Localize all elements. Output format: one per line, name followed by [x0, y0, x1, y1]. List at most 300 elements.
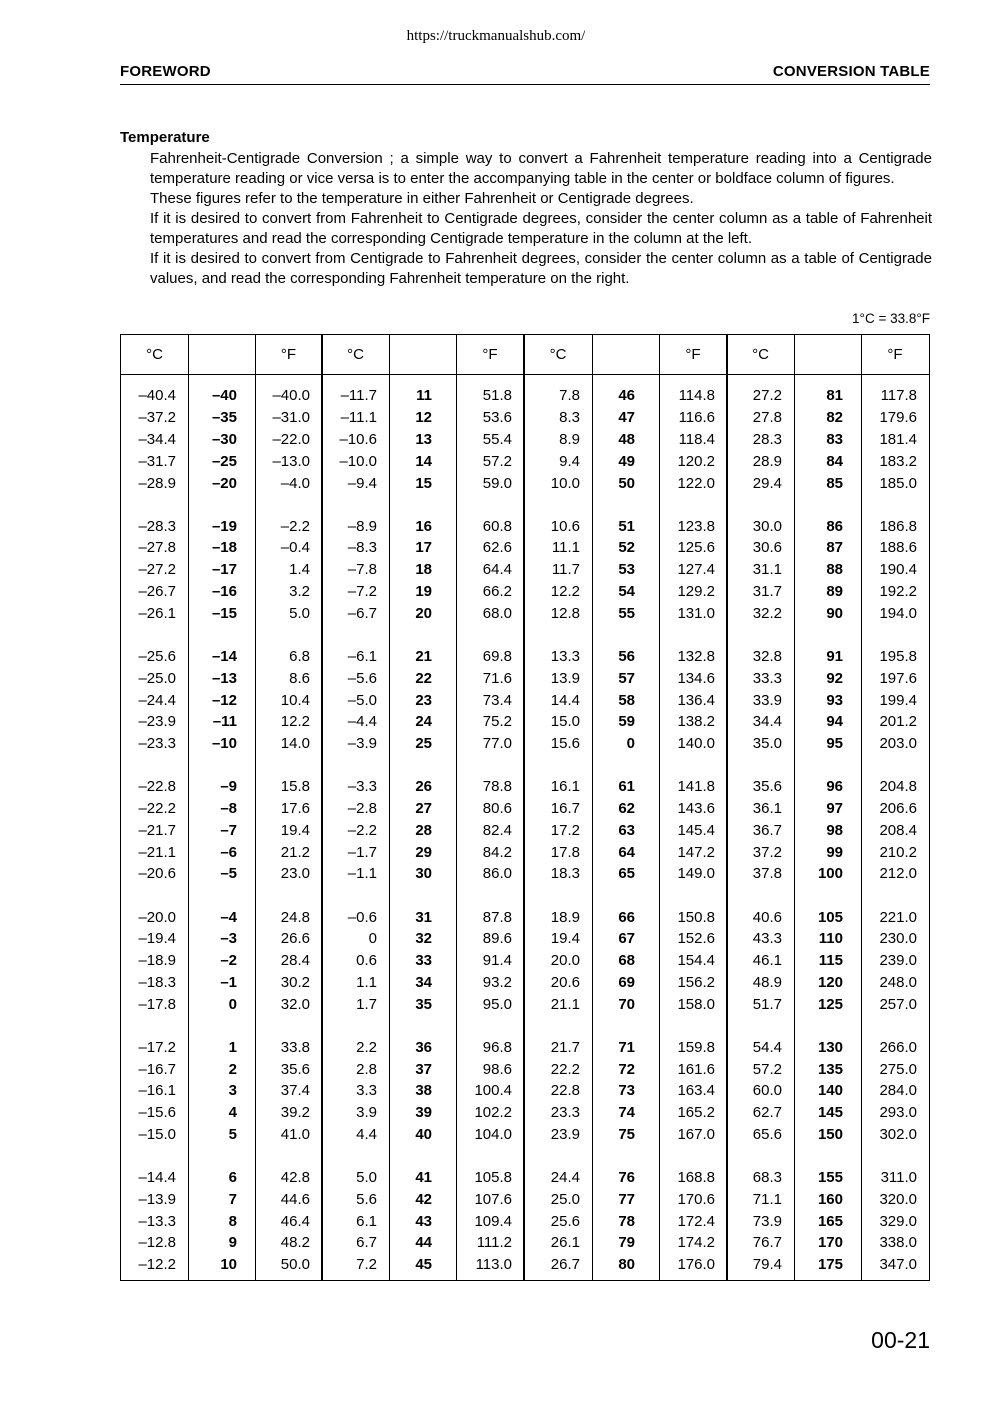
celsius-cell: 23.9 — [550, 1125, 580, 1143]
reference-value-cell: 33 — [415, 952, 432, 970]
fahrenheit-cell: 201.2 — [879, 713, 917, 731]
fahrenheit-cell: 329.0 — [879, 1212, 917, 1230]
reference-value-cell: 15 — [415, 474, 432, 492]
fahrenheit-cell: 14.0 — [280, 735, 310, 753]
reference-value-cell: 28 — [415, 821, 432, 839]
reference-value-cell: –4 — [220, 908, 237, 926]
celsius-cell: 20.0 — [550, 952, 580, 970]
row-group — [121, 1167, 929, 1276]
reference-value-cell: –9 — [220, 778, 237, 796]
fahrenheit-cell: 206.6 — [879, 800, 917, 818]
column-header: °F — [685, 346, 701, 363]
reference-value-cell: 54 — [618, 583, 635, 601]
celsius-cell: 73.9 — [752, 1212, 782, 1230]
celsius-cell: 21.7 — [550, 1038, 580, 1056]
celsius-cell: 3.3 — [356, 1082, 377, 1100]
reference-value-cell: 100 — [817, 865, 843, 883]
fahrenheit-cell: 37.4 — [280, 1082, 310, 1100]
celsius-cell: 13.3 — [550, 647, 580, 665]
fahrenheit-cell: 248.0 — [879, 973, 917, 991]
reference-value-cell: 105 — [817, 908, 843, 926]
fahrenheit-cell: 113.0 — [475, 1256, 512, 1274]
celsius-cell: 6.7 — [356, 1234, 377, 1252]
celsius-cell: 36.1 — [752, 800, 782, 818]
reference-value-cell: 58 — [618, 691, 635, 709]
reference-value-cell: 99 — [826, 843, 843, 861]
fahrenheit-cell: 114.8 — [678, 387, 715, 405]
reference-value-cell: 63 — [618, 821, 635, 839]
reference-value-cell: 90 — [826, 604, 843, 622]
celsius-cell: –16.1 — [138, 1082, 176, 1100]
celsius-cell: –8.3 — [347, 539, 377, 557]
reference-value-cell: 0 — [626, 735, 635, 753]
table-row — [121, 1058, 929, 1080]
fahrenheit-cell: 123.8 — [677, 517, 715, 535]
reference-value-cell: 66 — [618, 908, 635, 926]
fahrenheit-cell: 181.4 — [879, 430, 917, 448]
fahrenheit-cell: 188.6 — [879, 539, 917, 557]
celsius-cell: 16.1 — [550, 778, 580, 796]
celsius-cell: 30.6 — [752, 539, 782, 557]
celsius-cell: 18.3 — [550, 865, 580, 883]
reference-value-cell: –3 — [220, 930, 237, 948]
fahrenheit-cell: 100.4 — [474, 1082, 512, 1100]
celsius-cell: –18.3 — [138, 973, 176, 991]
fahrenheit-cell: 66.2 — [482, 583, 512, 601]
celsius-cell: 43.3 — [752, 930, 782, 948]
celsius-cell: –7.2 — [347, 583, 377, 601]
table-row — [121, 559, 929, 581]
fahrenheit-cell: 125.6 — [677, 539, 715, 557]
fahrenheit-cell: 57.2 — [482, 452, 512, 470]
celsius-cell: –17.8 — [138, 995, 176, 1013]
reference-value-cell: 45 — [415, 1256, 432, 1274]
reference-value-cell: 56 — [618, 647, 635, 665]
reference-value-cell: 29 — [415, 843, 432, 861]
fahrenheit-cell: 239.0 — [879, 952, 917, 970]
celsius-cell: 32.2 — [752, 604, 782, 622]
column-divider — [659, 335, 660, 1280]
reference-value-cell: 115 — [818, 952, 843, 970]
header-section-name: FOREWORD — [120, 63, 211, 80]
reference-value-cell: 24 — [415, 713, 432, 731]
fahrenheit-cell: 86.0 — [482, 865, 512, 883]
table-row — [121, 819, 929, 841]
fahrenheit-cell: 197.6 — [879, 669, 917, 687]
reference-value-cell: –40 — [211, 387, 237, 405]
fahrenheit-cell: 132.8 — [677, 647, 715, 665]
celsius-cell: 22.2 — [550, 1060, 580, 1078]
fahrenheit-cell: 338.0 — [879, 1234, 917, 1252]
conversion-note: 1°C = 33.8°F — [852, 311, 930, 326]
row-group — [121, 515, 929, 624]
celsius-cell: 7.2 — [356, 1256, 377, 1274]
fahrenheit-cell: 165.2 — [677, 1104, 715, 1122]
fahrenheit-cell: 190.4 — [879, 561, 917, 579]
celsius-cell: 28.3 — [752, 430, 782, 448]
table-row — [121, 733, 929, 755]
celsius-cell: –23.3 — [138, 735, 176, 753]
table-row — [121, 1232, 929, 1254]
reference-value-cell: 120 — [817, 973, 843, 991]
fahrenheit-cell: 192.2 — [879, 583, 917, 601]
reference-value-cell: –6 — [220, 843, 237, 861]
celsius-cell: 24.4 — [550, 1169, 580, 1187]
celsius-cell: 68.3 — [752, 1169, 782, 1187]
reference-value-cell: 2 — [228, 1060, 237, 1078]
celsius-cell: 26.1 — [550, 1234, 580, 1252]
reference-value-cell: 5 — [228, 1125, 237, 1143]
fahrenheit-cell: –13.0 — [272, 452, 310, 470]
fahrenheit-cell: 116.6 — [678, 409, 715, 427]
fahrenheit-cell: 122.0 — [677, 474, 715, 492]
fahrenheit-cell: 109.4 — [474, 1212, 512, 1230]
fahrenheit-cell: 50.0 — [280, 1256, 310, 1274]
celsius-cell: 1.1 — [356, 973, 377, 991]
table-row — [121, 928, 929, 950]
reference-value-cell: 41 — [415, 1169, 432, 1187]
reference-value-cell: 64 — [618, 843, 635, 861]
table-row — [121, 841, 929, 863]
reference-value-cell: 23 — [415, 691, 432, 709]
fahrenheit-cell: 60.8 — [482, 517, 512, 535]
reference-value-cell: 0 — [228, 995, 237, 1013]
intro-paragraph: Fahrenheit-Centigrade Conversion ; a simple way to convert a Fahrenheit temperature reading into a Centigrade temperature reading or vice versa is to enter the accompanying table in the center or boldface column of figures. — [150, 150, 932, 187]
reference-value-cell: 125 — [817, 995, 843, 1013]
celsius-cell: –12.8 — [138, 1234, 176, 1252]
reference-value-cell: 19 — [415, 583, 432, 601]
reference-value-cell: 96 — [826, 778, 843, 796]
fahrenheit-cell: 41.0 — [280, 1125, 310, 1143]
celsius-cell: –28.3 — [138, 517, 176, 535]
celsius-cell: 51.7 — [752, 995, 782, 1013]
column-header: °C — [347, 346, 364, 363]
celsius-cell: –0.6 — [347, 908, 377, 926]
reference-value-cell: –11 — [212, 713, 237, 731]
celsius-cell: –2.2 — [347, 821, 377, 839]
fahrenheit-cell: 107.6 — [474, 1190, 512, 1208]
column-divider — [794, 335, 795, 1280]
celsius-cell: 33.3 — [752, 669, 782, 687]
celsius-cell: –13.9 — [138, 1190, 176, 1208]
fahrenheit-cell: 138.2 — [677, 713, 715, 731]
fahrenheit-cell: 167.0 — [677, 1125, 715, 1143]
fahrenheit-cell: 69.8 — [482, 647, 512, 665]
reference-value-cell: 75 — [618, 1125, 635, 1143]
table-row — [121, 667, 929, 689]
celsius-cell: 15.6 — [550, 735, 580, 753]
celsius-cell: 20.6 — [550, 973, 580, 991]
celsius-cell: –19.4 — [138, 930, 176, 948]
reference-value-cell: 92 — [826, 669, 843, 687]
reference-value-cell: 10 — [220, 1256, 237, 1274]
reference-value-cell: –16 — [211, 583, 237, 601]
celsius-cell: 37.8 — [752, 865, 782, 883]
fahrenheit-cell: 3.2 — [289, 583, 310, 601]
intro-paragraph: If it is desired to convert from Fahrenheit to Centigrade degrees, consider the center column as a table of Fahrenheit temperatures and read the corresponding Centigrade temperature in the column at the left. — [150, 210, 932, 247]
fahrenheit-cell: 62.6 — [482, 539, 512, 557]
fahrenheit-cell: 53.6 — [482, 409, 512, 427]
reference-value-cell: 94 — [826, 713, 843, 731]
fahrenheit-cell: 33.8 — [280, 1038, 310, 1056]
table-row — [121, 450, 929, 472]
celsius-cell: –1.7 — [347, 843, 377, 861]
reference-value-cell: 110 — [818, 930, 843, 948]
fahrenheit-cell: 93.2 — [482, 973, 512, 991]
reference-value-cell: 18 — [415, 561, 432, 579]
celsius-cell: –16.7 — [138, 1060, 176, 1078]
celsius-cell: –34.4 — [138, 430, 176, 448]
fahrenheit-cell: 75.2 — [482, 713, 512, 731]
fahrenheit-cell: 131.0 — [677, 604, 715, 622]
fahrenheit-cell: 64.4 — [482, 561, 512, 579]
celsius-cell: –9.4 — [347, 474, 377, 492]
table-row — [121, 863, 929, 885]
fahrenheit-cell: 284.0 — [879, 1082, 917, 1100]
fahrenheit-cell: 199.4 — [879, 691, 917, 709]
celsius-cell: –24.4 — [138, 691, 176, 709]
reference-value-cell: 3 — [228, 1082, 237, 1100]
reference-value-cell: 7 — [228, 1190, 237, 1208]
fahrenheit-cell: 95.0 — [482, 995, 512, 1013]
fahrenheit-cell: 35.6 — [280, 1060, 310, 1078]
fahrenheit-cell: 5.0 — [289, 604, 310, 622]
reference-value-cell: 86 — [826, 517, 843, 535]
celsius-cell: 19.4 — [550, 930, 580, 948]
celsius-cell: 37.2 — [752, 843, 782, 861]
fahrenheit-cell: 46.4 — [280, 1212, 310, 1230]
fahrenheit-cell: 275.0 — [879, 1060, 917, 1078]
reference-value-cell: 49 — [618, 452, 635, 470]
fahrenheit-cell: 1.4 — [289, 561, 310, 579]
celsius-cell: 8.9 — [559, 430, 580, 448]
reference-value-cell: 27 — [415, 800, 432, 818]
reference-value-cell: –20 — [211, 474, 237, 492]
reference-value-cell: 135 — [817, 1060, 843, 1078]
celsius-cell: 79.4 — [752, 1256, 782, 1274]
reference-value-cell: 32 — [415, 930, 432, 948]
reference-value-cell: 97 — [826, 800, 843, 818]
reference-value-cell: –19 — [211, 517, 237, 535]
reference-value-cell: 17 — [415, 539, 432, 557]
reference-value-cell: –10 — [211, 735, 237, 753]
reference-value-cell: 57 — [618, 669, 635, 687]
celsius-cell: 60.0 — [752, 1082, 782, 1100]
table-row — [121, 972, 929, 994]
reference-value-cell: 8 — [228, 1212, 237, 1230]
reference-value-cell: 9 — [228, 1234, 237, 1252]
fahrenheit-cell: 19.4 — [280, 821, 310, 839]
fahrenheit-cell: 210.2 — [879, 843, 917, 861]
fahrenheit-cell: 168.8 — [677, 1169, 715, 1187]
reference-value-cell: 85 — [826, 474, 843, 492]
fahrenheit-cell: 163.4 — [677, 1082, 715, 1100]
celsius-cell: 0 — [368, 930, 377, 948]
table-row — [121, 472, 929, 494]
fahrenheit-cell: 42.8 — [280, 1169, 310, 1187]
table-row — [121, 798, 929, 820]
celsius-cell: –31.7 — [138, 452, 176, 470]
fahrenheit-cell: 156.2 — [677, 973, 715, 991]
reference-value-cell: 38 — [415, 1082, 432, 1100]
reference-value-cell: 31 — [415, 908, 432, 926]
reference-value-cell: 21 — [415, 647, 432, 665]
reference-value-cell: 20 — [415, 604, 432, 622]
fahrenheit-cell: 68.0 — [482, 604, 512, 622]
fahrenheit-cell: 186.8 — [879, 517, 917, 535]
row-group — [121, 385, 929, 494]
column-divider — [188, 335, 189, 1280]
celsius-cell: 2.8 — [356, 1060, 377, 1078]
reference-value-cell: 35 — [415, 995, 432, 1013]
celsius-cell: –18.9 — [138, 952, 176, 970]
fahrenheit-cell: 176.0 — [677, 1256, 715, 1274]
fahrenheit-cell: 140.0 — [677, 735, 715, 753]
reference-value-cell: –5 — [220, 865, 237, 883]
celsius-cell: 76.7 — [752, 1234, 782, 1252]
celsius-cell: 11.1 — [551, 539, 580, 557]
fahrenheit-cell: 185.0 — [879, 474, 917, 492]
celsius-cell: –10.6 — [339, 430, 377, 448]
reference-value-cell: 130 — [817, 1038, 843, 1056]
celsius-cell: –3.9 — [347, 735, 377, 753]
celsius-cell: –23.9 — [138, 713, 176, 731]
column-header: °C — [146, 346, 163, 363]
reference-value-cell: 13 — [415, 430, 432, 448]
table-row — [121, 1102, 929, 1124]
fahrenheit-cell: 179.6 — [879, 409, 917, 427]
celsius-cell: –26.1 — [138, 604, 176, 622]
fahrenheit-cell: 73.4 — [482, 691, 512, 709]
fahrenheit-cell: 159.8 — [677, 1038, 715, 1056]
column-header: °C — [752, 346, 769, 363]
reference-value-cell: 95 — [826, 735, 843, 753]
celsius-cell: 9.4 — [559, 452, 580, 470]
celsius-cell: 14.4 — [550, 691, 580, 709]
celsius-cell: 34.4 — [752, 713, 782, 731]
table-row — [121, 1167, 929, 1189]
celsius-cell: 32.8 — [752, 647, 782, 665]
fahrenheit-cell: 127.4 — [677, 561, 715, 579]
header-page-topic: CONVERSION TABLE — [772, 63, 930, 80]
column-header: °F — [887, 346, 903, 363]
reference-value-cell: –14 — [211, 647, 237, 665]
fahrenheit-cell: 84.2 — [482, 843, 512, 861]
reference-value-cell: 55 — [618, 604, 635, 622]
celsius-cell: 5.6 — [356, 1190, 377, 1208]
celsius-cell: –11.7 — [340, 387, 377, 405]
celsius-cell: –20.6 — [138, 865, 176, 883]
fahrenheit-cell: 204.8 — [879, 778, 917, 796]
fahrenheit-cell: 208.4 — [879, 821, 917, 839]
reference-value-cell: 40 — [415, 1125, 432, 1143]
reference-value-cell: 51 — [618, 517, 635, 535]
celsius-cell: –1.1 — [347, 865, 377, 883]
reference-value-cell: 25 — [415, 735, 432, 753]
table-row — [121, 906, 929, 928]
fahrenheit-cell: 15.8 — [280, 778, 310, 796]
celsius-cell: 54.4 — [752, 1038, 782, 1056]
fahrenheit-cell: –22.0 — [272, 430, 310, 448]
celsius-cell: 35.6 — [752, 778, 782, 796]
fahrenheit-cell: 145.4 — [677, 821, 715, 839]
table-row — [121, 776, 929, 798]
fahrenheit-cell: 230.0 — [879, 930, 917, 948]
celsius-cell: 4.4 — [356, 1125, 377, 1143]
celsius-cell: 21.1 — [550, 995, 580, 1013]
reference-value-cell: 61 — [618, 778, 635, 796]
reference-value-cell: 87 — [826, 539, 843, 557]
fahrenheit-cell: 320.0 — [879, 1190, 917, 1208]
celsius-cell: 8.3 — [559, 409, 580, 427]
fahrenheit-cell: 78.8 — [482, 778, 512, 796]
table-row — [121, 385, 929, 407]
fahrenheit-cell: 32.0 — [280, 995, 310, 1013]
table-row — [121, 950, 929, 972]
fahrenheit-cell: 161.6 — [677, 1060, 715, 1078]
fahrenheit-cell: –2.2 — [280, 517, 310, 535]
fahrenheit-cell: –4.0 — [280, 474, 310, 492]
celsius-cell: –6.1 — [347, 647, 377, 665]
celsius-cell: 29.4 — [752, 474, 782, 492]
fahrenheit-cell: 147.2 — [677, 843, 715, 861]
table-row — [121, 1036, 929, 1058]
reference-value-cell: 91 — [826, 647, 843, 665]
row-group — [121, 646, 929, 755]
celsius-cell: –21.1 — [138, 843, 176, 861]
reference-value-cell: –8 — [220, 800, 237, 818]
table-row — [121, 581, 929, 603]
reference-value-cell: 79 — [618, 1234, 635, 1252]
fahrenheit-cell: 141.8 — [677, 778, 715, 796]
celsius-cell: 17.2 — [550, 821, 580, 839]
celsius-cell: 12.8 — [550, 604, 580, 622]
table-row — [121, 711, 929, 733]
fahrenheit-cell: 104.0 — [474, 1125, 512, 1143]
fahrenheit-cell: 102.2 — [474, 1104, 512, 1122]
reference-value-cell: 4 — [228, 1104, 237, 1122]
celsius-cell: 62.7 — [752, 1104, 782, 1122]
table-body — [121, 385, 929, 1297]
header-row-divider — [121, 374, 929, 375]
reference-value-cell: 22 — [415, 669, 432, 687]
table-row — [121, 429, 929, 451]
celsius-cell: 10.6 — [550, 517, 580, 535]
celsius-cell: 27.8 — [752, 409, 782, 427]
fahrenheit-cell: 8.6 — [289, 669, 310, 687]
fahrenheit-cell: 203.0 — [879, 735, 917, 753]
celsius-cell: –17.2 — [138, 1038, 176, 1056]
column-divider — [255, 335, 256, 1280]
fahrenheit-cell: 347.0 — [879, 1256, 917, 1274]
fahrenheit-cell: 30.2 — [280, 973, 310, 991]
celsius-cell: –8.9 — [347, 517, 377, 535]
table-row — [121, 537, 929, 559]
celsius-cell: –25.6 — [138, 647, 176, 665]
reference-value-cell: 39 — [415, 1104, 432, 1122]
fahrenheit-cell: 26.6 — [280, 930, 310, 948]
fahrenheit-cell: 17.6 — [280, 800, 310, 818]
reference-value-cell: 36 — [415, 1038, 432, 1056]
reference-value-cell: 76 — [618, 1169, 635, 1187]
reference-value-cell: 50 — [618, 474, 635, 492]
page-number: 00-21 — [871, 1327, 930, 1353]
fahrenheit-cell: 174.2 — [677, 1234, 715, 1252]
fahrenheit-cell: 311.0 — [880, 1169, 917, 1187]
fahrenheit-cell: 23.0 — [280, 865, 310, 883]
section-title: Temperature — [120, 129, 210, 146]
celsius-cell: 22.8 — [550, 1082, 580, 1100]
